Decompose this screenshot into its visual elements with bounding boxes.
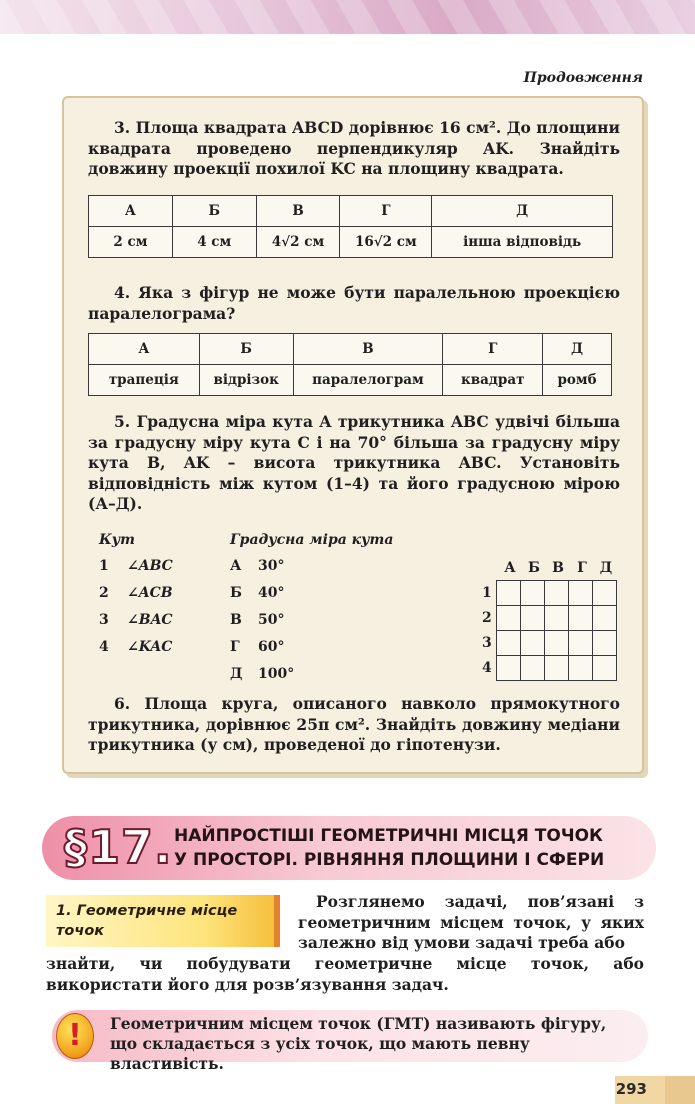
answer-letter: А	[89, 334, 200, 365]
answer-option: відрізок	[199, 365, 293, 396]
angle-number: 4	[99, 639, 109, 655]
answer-grid-row-numbers	[482, 581, 492, 681]
answer-letter: В	[293, 334, 443, 365]
grid-cell	[521, 656, 545, 681]
measure-value: 50°	[258, 612, 285, 628]
task-6-text: 6. Площа круга, описаного навколо прямокутного трикутника, дорівнює 25π см². Знайдіть довжину медіани трикутника (у см), проведеної до гіпотенузи.	[88, 694, 620, 754]
angle-value: ∠BAC	[127, 612, 173, 628]
measure-value: 40°	[258, 585, 285, 601]
answer-grid	[496, 580, 617, 681]
grid-cell	[497, 606, 521, 631]
measure-letter: Г	[230, 639, 240, 655]
grid-row-number: 3	[482, 635, 492, 651]
answer-letter: Г	[340, 196, 432, 227]
angle-number: 1	[99, 558, 109, 574]
grid-cell	[497, 631, 521, 656]
grid-column-letter: Д	[599, 560, 613, 576]
grid-cell	[497, 656, 521, 681]
answer-letter: А	[89, 196, 173, 227]
definition-text: Геометричним місцем точок (ГМТ) називають фігуру, що складається з усіх точок, що мають певну властивість.	[110, 1014, 607, 1073]
grid-cell	[545, 581, 569, 606]
section-title	[174, 824, 604, 872]
answer-letter: Д	[432, 196, 613, 227]
angle-row	[99, 558, 173, 574]
task-4-letter-row	[89, 334, 612, 365]
grid-cell	[521, 606, 545, 631]
angle-row	[99, 612, 173, 628]
grid-cell	[545, 656, 569, 681]
grid-cell	[497, 581, 521, 606]
subsection-title: 1. Геометричне місце точок	[56, 903, 238, 939]
grid-column-letter: Г	[577, 560, 587, 576]
measure-row	[230, 558, 284, 574]
answer-option: 4√2 см	[256, 227, 340, 258]
answer-letter: Б	[172, 196, 256, 227]
angle-number: 3	[99, 612, 109, 628]
grid-cell	[593, 581, 617, 606]
task-3-answer-table	[88, 195, 613, 258]
task-3-answer-row	[89, 227, 613, 258]
grid-cell	[545, 631, 569, 656]
answer-letter: Д	[543, 334, 612, 365]
measure-letter: Д	[230, 666, 243, 682]
angle-value: ∠KAC	[127, 639, 173, 655]
task-4-text: 4. Яка з фігур не може бути паралельною проекцією паралелограма?	[88, 283, 620, 323]
section-title-line: НАЙПРОСТІШІ ГЕОМЕТРИЧНІ МІСЦЯ ТОЧОК	[174, 826, 603, 846]
grid-row-number: 1	[482, 585, 492, 601]
task-4-answer-table	[88, 333, 612, 396]
answer-option: 4 см	[172, 227, 256, 258]
answer-grid-column-letters	[498, 560, 618, 576]
section-title-line: У ПРОСТОРІ. РІВНЯННЯ ПЛОЩИНИ І СФЕРИ	[174, 850, 605, 870]
grid-row-number: 2	[482, 610, 492, 626]
answer-letter: Б	[199, 334, 293, 365]
angle-number: 2	[99, 585, 109, 601]
angle-row	[99, 585, 173, 601]
grid-cell	[593, 631, 617, 656]
grid-cell	[569, 581, 593, 606]
measure-value: 30°	[258, 558, 285, 574]
answer-option: ромб	[543, 365, 612, 396]
grid-column-letter: Б	[528, 560, 540, 576]
measure-row	[230, 666, 294, 682]
section-number: §17.	[64, 820, 173, 874]
measure-value: 100°	[258, 666, 295, 682]
answer-option: трапеція	[89, 365, 200, 396]
answer-letter: В	[256, 196, 340, 227]
measure-column-header: Градусна міра кута	[230, 532, 394, 548]
grid-row-number: 4	[482, 660, 492, 676]
decorative-header-band	[0, 0, 695, 34]
measure-letter: В	[230, 612, 242, 628]
angle-value: ∠ACB	[127, 585, 173, 601]
answer-letter: Г	[443, 334, 543, 365]
answer-option: квадрат	[443, 365, 543, 396]
exclamation-icon: !	[56, 1013, 94, 1059]
answer-option: 16√2 см	[340, 227, 432, 258]
grid-cell	[521, 581, 545, 606]
measure-letter: Б	[230, 585, 242, 601]
intro-paragraph-part-1: Розглянемо задачі, пов’язані з геометричним місцем точок, у яких залежно від умови задачі треба або	[298, 892, 644, 952]
page-number: 293	[615, 1080, 647, 1098]
subsection-heading	[46, 895, 280, 947]
task-4-answer-row	[89, 365, 612, 396]
grid-cell	[593, 606, 617, 631]
measure-row	[230, 639, 284, 655]
grid-cell	[569, 631, 593, 656]
measure-row	[230, 612, 284, 628]
task-3-letter-row	[89, 196, 613, 227]
answer-option: 2 см	[89, 227, 173, 258]
grid-column-letter: А	[504, 560, 516, 576]
grid-cell	[545, 606, 569, 631]
angle-row	[99, 639, 172, 655]
measure-letter: А	[230, 558, 242, 574]
continuation-label: Продовження	[523, 70, 643, 86]
intro-paragraph-part-2: знайти, чи побудувати геометричне місце точок, або використати його для розв’язування задач.	[46, 954, 644, 994]
task-5-text: 5. Градусна міра кута A трикутника ABC удвічі більша за градусну міру кута C і на 70° більша за градусну міру кута B, AK – висота трикутника ABC. Установіть відповідність між кутом (1–4) та його градусною мірою (А–Д).	[88, 412, 620, 513]
grid-cell	[569, 656, 593, 681]
measure-value: 60°	[258, 639, 285, 655]
angle-value: ∠ABC	[127, 558, 173, 574]
grid-column-letter: В	[552, 560, 564, 576]
angle-column-header: Кут	[99, 532, 135, 548]
measure-row	[230, 585, 284, 601]
grid-cell	[521, 631, 545, 656]
footer-stripe	[665, 1076, 695, 1104]
grid-cell	[569, 606, 593, 631]
page-footer-bar	[0, 1076, 695, 1104]
grid-cell	[593, 656, 617, 681]
answer-option: інша відповідь	[432, 227, 613, 258]
answer-option: паралелограм	[293, 365, 443, 396]
task-3-text: 3. Площа квадрата ABCD дорівнює 16 см². До площини квадрата проведено перпендикуляр AK. Знайдіть довжину проекції похилої KC на площину квадрата.	[88, 118, 620, 178]
section-banner	[42, 816, 656, 880]
